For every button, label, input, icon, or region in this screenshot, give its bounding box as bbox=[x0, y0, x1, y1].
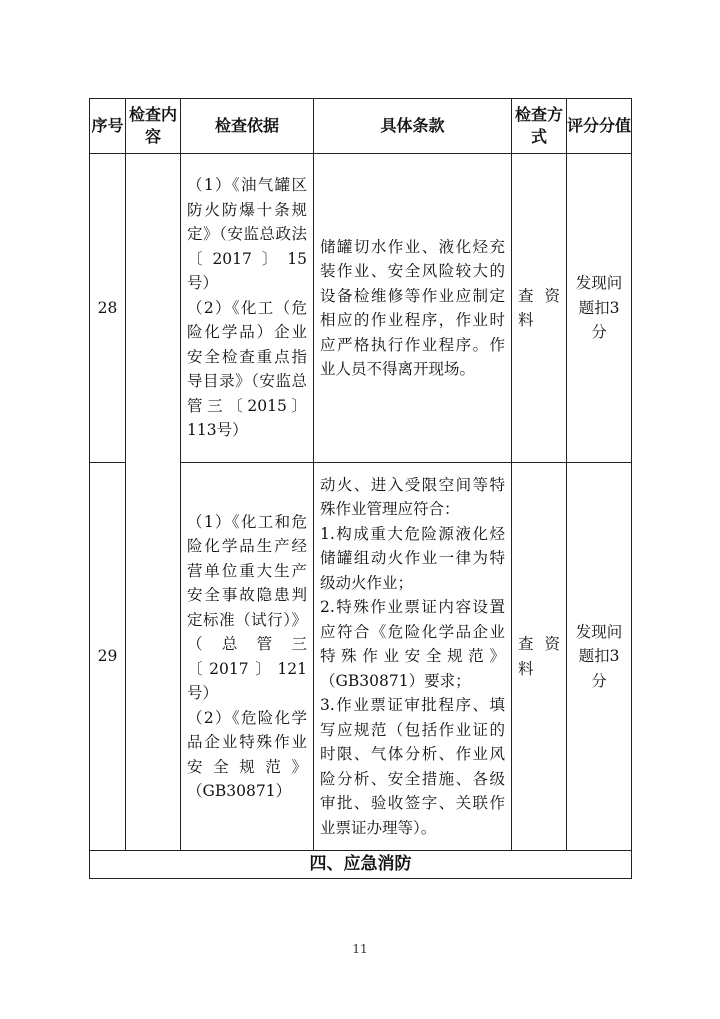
row-score-cell bbox=[567, 463, 632, 851]
header-content: 检查内容 bbox=[126, 99, 181, 154]
header-score: 评分分值 bbox=[567, 99, 632, 154]
inspection-table bbox=[89, 98, 632, 879]
header-seq: 序号 bbox=[90, 99, 126, 154]
header-clause: 具体条款 bbox=[314, 99, 512, 154]
row-clause-cell bbox=[314, 463, 512, 851]
section-row bbox=[90, 851, 632, 879]
table-row bbox=[90, 154, 632, 463]
row-method-cell bbox=[512, 154, 567, 463]
row-method-cell bbox=[512, 463, 567, 851]
row-clause: 储罐切水作业、液化烃充装作业、安全风险较大的设备检维修等作业应制定相应的作业程序，作业时应严格执行作业程序。作业人员不得离开现场。 bbox=[320, 237, 505, 378]
row-basis-cell bbox=[181, 154, 314, 463]
row-score: 发现问题扣3分 bbox=[575, 274, 623, 342]
row-basis: （1）《化工和危险化学品生产经营单位重大生产安全事故隐患判定标准（试行）》（总管三〔2017〕121号） （2）《危险化学品企业特殊作业安全规范》（GB30871） bbox=[187, 512, 307, 800]
section-title: 四、应急消防 bbox=[90, 851, 632, 879]
row-score: 发现问题扣3分 bbox=[575, 622, 623, 690]
table-header-row bbox=[90, 99, 632, 154]
row-seq: 29 bbox=[90, 463, 126, 851]
row-basis: （1）《油气罐区防火防爆十条规定》（安监总政法〔2017〕15号） （2）《化工（危险化学品）企业安全检查重点指导目录》（安监总管三〔2015〕113号） bbox=[187, 176, 307, 440]
row-basis-cell bbox=[181, 463, 314, 851]
row-seq: 28 bbox=[90, 154, 126, 463]
header-method: 检查方式 bbox=[512, 99, 567, 154]
page-number: 11 bbox=[352, 942, 368, 956]
row-method: 查资料 bbox=[518, 635, 560, 678]
row-clause: 动火、进入受限空间等特殊作业管理应符合： 1.构成重大危险源液化烃储罐组动火作业一律为特级动火作业； 2.特殊作业票证内容设置应符合《危险化学品企业特殊作业安全规范》（GB30871）要求； 3.作业票证审批程序、填写应规范（包括作业证的时限、气体分析、作业风险分析、安全措施、各级审批、验收签字、关联作业票证办理等）。 bbox=[320, 475, 505, 837]
row-method: 查资料 bbox=[518, 286, 560, 329]
header-basis: 检查依据 bbox=[181, 99, 314, 154]
row-content bbox=[126, 154, 181, 851]
row-clause-cell bbox=[314, 154, 512, 463]
row-score-cell bbox=[567, 154, 632, 463]
